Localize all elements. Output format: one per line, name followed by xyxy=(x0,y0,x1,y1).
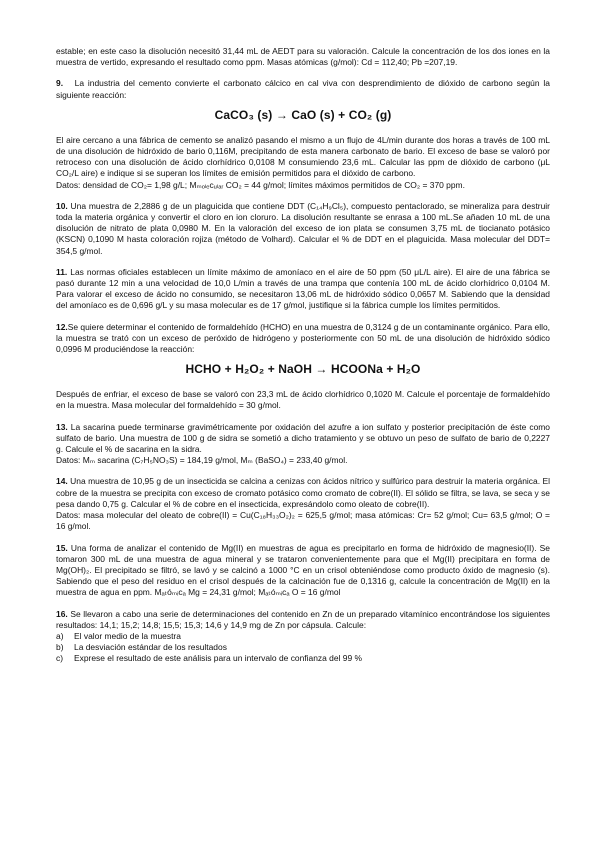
list-item-text: Exprese el resultado de este análisis para un intervalo de confianza del 99 % xyxy=(74,653,362,664)
problem-9-equation: CaCO₃ (s) → CaO (s) + CO₂ (g) xyxy=(214,107,392,122)
problem-10-number: 10. xyxy=(56,200,68,211)
problem-10 xyxy=(56,201,550,257)
problem-12-equation: HCHO + H₂O₂ + NaOH → HCOONa + H₂O xyxy=(185,362,421,377)
problem-9-text: La industria del cemento convierte el carbonato cálcico en cal viva con desprendimiento de dióxido de carbono según la siguiente reacción: xyxy=(56,78,550,100)
problem-9-text2: El aire cercano a una fábrica de cemento se analizó pasando el mismo a un flujo de 4L/min durante dos horas a través de 100 mL de una disolución de hidróxido de bario 0,116M, precipitando de esta manera carbonato de bario. El exceso de base se valoró por retroceso con una disolución de ácido clorhídrico 0,0108 M consumiendo 23,6 mL. Calcular las ppm de dióxido de carbono (μL CO₂/L aire) e indique si se superan los límites de emisión permitidos para el dióxido de carbono. xyxy=(56,134,550,179)
problem-12-number: 12. xyxy=(56,321,68,332)
problem-16-statement xyxy=(56,609,550,631)
list-item xyxy=(56,631,550,642)
problem-14 xyxy=(56,476,550,532)
list-item-text: El valor medio de la muestra xyxy=(74,630,181,641)
problem-12-statement xyxy=(56,322,550,356)
list-item xyxy=(56,653,550,664)
problem-12-text: Se quiere determinar el contenido de formaldehído (HCHO) en una muestra de 0,3124 g de un contaminante orgánico. Para ello, la muestra se trató con un exceso de peróxido de hidrógeno y posteriormente con 50 mL de una disolución de hidróxido sódico 0,0996 M produciéndose la reacción: xyxy=(56,321,550,355)
problem-11-text: Las normas oficiales establecen un límite máximo de amoníaco en el aire de 50 ppm (50 μL/L aire). El aire de una fábrica se pasó durante 12 min a una velocidad de 10,0 L/min a través de una trampa que contenía 100 mL de ácido clorhídrico 0,0104 M. Para valorar el exceso de ácido no consumido, se necesitaron 13,06 mL de hidróxido sódico 0,0657 M. Sabiendo que la densidad del amoníaco es de 0,696 g/L y su masa molecular es de 17 g/mol, justifique si la fábrica cumple los límites permitidos. xyxy=(56,266,550,311)
problem-14-text: Una muestra de 10,95 g de un insecticida se calcina a cenizas con ácidos nítrico y sulfúrico para destruir la materia orgánica. El cobre de la muestra se precipita con exceso de cromato potásico como cromato de cobre(II). El sólido se filtra, se lava, se seca y se pesa dando 0,75 g. Calcular el % de cobre en el insecticida, expresándolo como oleato de cobre(II). xyxy=(56,476,550,509)
problem-13 xyxy=(56,422,550,467)
problem-16 xyxy=(56,609,550,665)
problem-9-data: Datos: densidad de CO₂= 1,98 g/L; Mₘₒₗₑcᵤₗₐᵣ CO₂ = 44 g/mol; límites máximos permitidos de CO₂ = 370 ppm. xyxy=(56,179,465,190)
problem-11-number: 11. xyxy=(56,266,68,277)
problem-12-text2: Después de enfriar, el exceso de base se valoró con 23,3 mL de ácido clorhídrico 0,1020 M. Calcule el porcentaje de formaldehído en la muestra. Masa molecular del formaldehído = 30 g/mol. xyxy=(56,389,550,411)
problem-11 xyxy=(56,267,550,312)
problem-16-list xyxy=(56,631,550,665)
problem-13-number: 13. xyxy=(56,421,68,432)
list-item-text: La desviación estándar de los resultados xyxy=(74,642,227,653)
problem-15 xyxy=(56,543,550,599)
paragraph-intro: estable; en este caso la disolución necesitó 31,44 mL de AEDT para su valoración. Calcule la concentración de los dos iones en la muestra de vertido, expresando el resultado como ppm. Masas atómicas (g/mol): Cd = 112,40; Pb =207,19. xyxy=(56,46,550,68)
problem-9-body xyxy=(56,135,550,191)
problem-9-number: 9. xyxy=(56,78,64,89)
problem-16-text: Se llevaron a cabo una serie de determinaciones del contenido en Zn de un preparado vitamínico encontrándose los siguientes resultados: 14,1; 15,2; 14,8; 15,5; 15,3; 14,6 y 14,9 mg de Zn por cápsula. Calcule: xyxy=(56,608,550,630)
problem-9-statement xyxy=(56,78,550,100)
problem-10-text: Una muestra de 2,2886 g de un plaguicida que contiene DDT (C₁₄H₉Cl₅), compuesto pentaclorado, se mineraliza para destruir toda la materia orgánica y convertir el cloro en ion cloruro. La disolución resultante se enrasa a 100 mL.Se añaden 10 mL de una disolución de nitrato de plata 0,0980 M. En la valoración del exceso de ion plata se consumen 3,75 mL de tiocianato potásico (KSCN) 0,1090 M hasta coloración rojiza (método de Volhard). Calcular el % de DDT en el plaguicida. Masa molecular del DDT= 354,5 g/mol. xyxy=(56,200,550,256)
list-item-marker: a) xyxy=(56,630,64,641)
problem-13-text: La sacarina puede terminarse gravimétricamente por oxidación del azufre a ion sulfato y posterior precipitación de éste como sulfato de bario. Una muestra de 100 g de sidra se sometió a dicho tratamiento y se obtuvo un peso de sulfato de bario de 0,2227 g. Calcule el % de sacarina en la sidra. xyxy=(56,421,550,455)
problem-12 xyxy=(56,322,550,412)
problem-9 xyxy=(56,78,550,190)
problem-14-number: 14. xyxy=(56,476,68,487)
list-item-marker: b) xyxy=(56,642,64,653)
problem-16-number: 16. xyxy=(56,608,68,619)
problem-13-data: Datos: Mₘ sacarina (C₇H₅NO₃S) = 184,19 g/mol, Mₘ (BaSO₄) = 233,40 g/mol. xyxy=(56,455,348,466)
problem-14-data: Datos: masa molecular del oleato de cobre(II) = Cu(C₁₈H₃₃O₂)₂ = 625,5 g/mol; masa atómicas: Cr= 52 g/mol; Cu= 63,5 g/mol; O = 16 g/mol. xyxy=(56,510,550,532)
list-item xyxy=(56,642,550,653)
problem-15-text: Una forma de analizar el contenido de Mg(II) en muestras de agua es precipitarlo en forma de hidróxido de magnesio(II). Se tomaron 300 mL de una muestra de agua mineral y se trataron convenientemente para que el Mg(II) precipitara en forma de Mg(OH)₂. El precipitado se filtró, se lavó y se calcinó a 1000 °C en un crisol obteniéndose como producto óxido de magnesio (s). Sabiendo que el peso del residuo en el crisol después de la calcinación fue de 0,1316 g, calcule la concentración de Mg(II) en la muestra de agua en ppm. Mₐₜóₘᵢcₐ Mg = 24,31 g/mol; Mₐₜóₘᵢcₐ O = 16 g/mol xyxy=(56,542,550,598)
problem-15-number: 15. xyxy=(56,542,68,553)
list-item-marker: c) xyxy=(56,653,64,664)
